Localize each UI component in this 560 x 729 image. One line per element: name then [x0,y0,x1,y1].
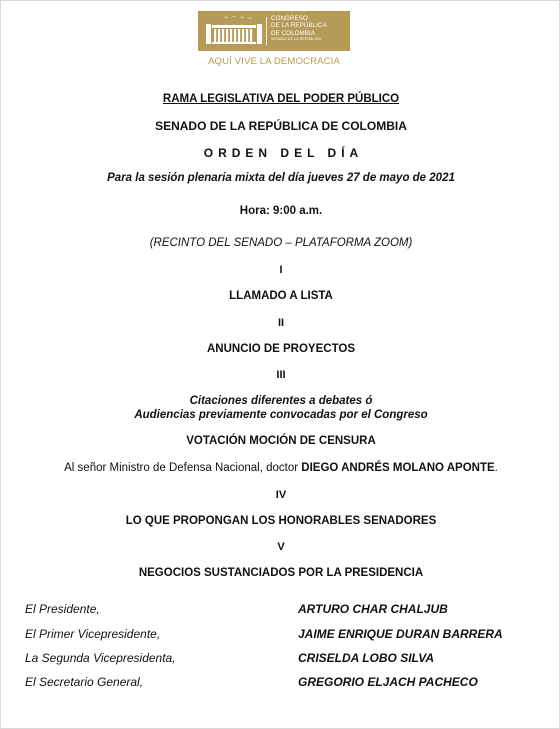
logo-line-1: CONGRESO [271,15,308,22]
signature-role-3: La Segunda Vicepresidenta, [25,651,176,665]
agenda-item-2: ANUNCIO DE PROYECTOS [206,343,356,355]
signature-name-1: ARTURO CHAR CHALJUB [298,602,448,616]
agenda-item-3-line-2: Audiencias previamente convocadas por el Congreso [134,409,428,421]
logo-text [271,15,349,42]
venue-line: (RECINTO DEL SENADO – PLATAFORMA ZOOM) [149,237,413,249]
agenda-item-5: NEGOCIOS SUSTANCIADOS POR LA PRESIDENCIA [138,567,424,579]
signature-role-4: El Secretario General, [25,675,144,689]
logo-divider [266,17,267,45]
agenda-number-4: IV [275,489,287,501]
detail-prefix: Al señor Ministro de Defensa Nacional, doctor [64,462,302,474]
agenda-number-1: I [279,264,283,276]
signature-role-1: El Presidente, [25,602,100,616]
logo-badge [198,11,350,51]
congress-logo [198,11,350,71]
signature-name-3: CRISELDA LOBO SILVA [298,651,435,665]
senate-heading: SENADO DE LA REPÚBLICA DE COLOMBIA [155,119,407,133]
signature-role-2: El Primer Vicepresidente, [25,627,161,641]
capitol-icon [202,15,266,47]
detail-suffix: . [494,462,498,474]
agenda-item-4: LO QUE PROPONGAN LOS HONORABLES SENADORES [125,515,437,527]
minister-name: DIEGO ANDRÉS MOLANO APONTE [301,462,495,474]
signature-name-4: GREGORIO ELJACH PACHECO [298,675,478,689]
session-line: Para la sesión plenaria mixta del día jueves 27 de mayo de 2021 [107,172,455,184]
logo-line-3: DE COLOMBIA [271,29,316,37]
signature-name-2: JAIME ENRIQUE DURAN BARRERA [298,627,503,641]
logo-tagline: AQUÍ VIVE LA DEMOCRACIA [208,56,340,67]
agenda-number-3: III [276,369,286,381]
agenda-item-1: LLAMADO A LISTA [229,290,333,302]
agenda-item-3-detail [1,462,560,474]
agenda-number-5: V [277,541,285,553]
session-time: Hora: 9:00 a.m. [239,205,323,217]
logo-line-2: DE LA REPÚBLICA [271,22,327,30]
agenda-item-3-line-1: Citaciones diferentes a debates ó [189,395,373,407]
page-title: ORDEN DEL DÍA [203,146,364,160]
agenda-item-3-vote: VOTACIÓN MOCIÓN DE CENSURA [186,435,376,447]
agenda-number-2: II [277,317,285,329]
branch-heading: RAMA LEGISLATIVA DEL PODER PÚBLICO [162,93,400,105]
logo-line-4: SENADO DE LA REPÚBLICA [271,37,321,42]
